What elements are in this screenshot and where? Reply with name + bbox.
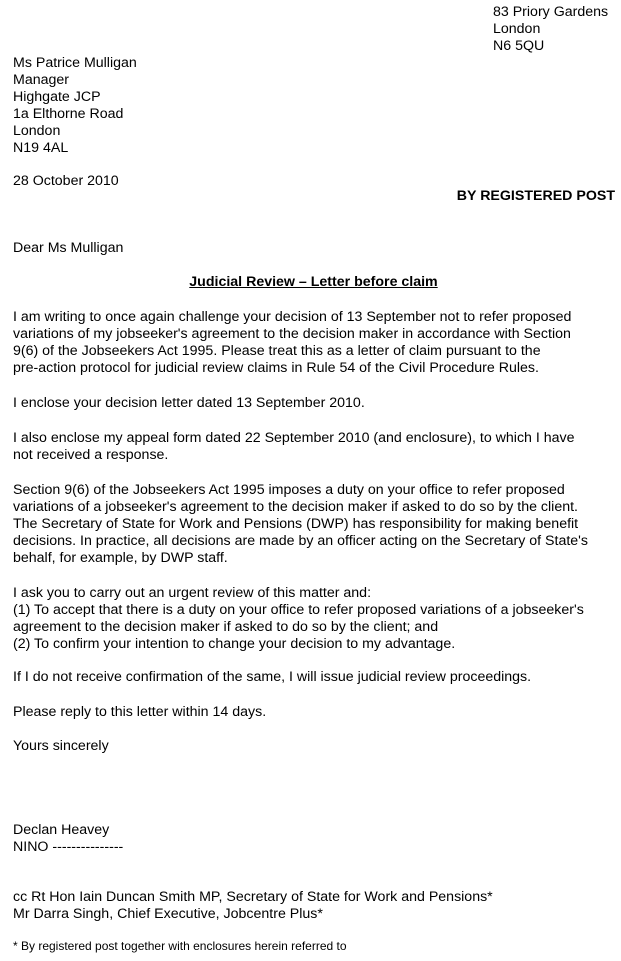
sender-address-line: London bbox=[493, 21, 541, 37]
footnote: * By registered post together with enclosures herein referred to bbox=[13, 939, 347, 953]
recipient-title: Manager bbox=[13, 72, 69, 88]
paragraph-line: pre-action protocol for judicial review claims in Rule 54 of the Civil Procedure Rules. bbox=[13, 360, 539, 376]
paragraph-line: I ask you to carry out an urgent review of this matter and: bbox=[13, 585, 372, 601]
signatory-nino: NINO --------------- bbox=[13, 839, 124, 855]
sender-address-line: N6 5QU bbox=[493, 38, 545, 54]
cc-recipient: Mr Darra Singh, Chief Executive, Jobcentre Plus* bbox=[13, 906, 323, 922]
paragraph-line: variations of a jobseeker's agreement to the decision maker if asked to do so by the client. bbox=[13, 499, 578, 515]
delivery-note: BY REGISTERED POST bbox=[456, 188, 615, 204]
sender-address-line: 83 Priory Gardens bbox=[493, 4, 609, 20]
recipient-address bbox=[13, 55, 137, 157]
recipient-office: Highgate JCP bbox=[13, 89, 101, 105]
salutation: Dear Ms Mulligan bbox=[13, 240, 124, 256]
paragraph-line: behalf, for example, by DWP staff. bbox=[13, 550, 228, 566]
paragraph-line: (1) To accept that there is a duty on your office to refer proposed variations of a jobseeker's bbox=[13, 602, 584, 618]
paragraph-requests bbox=[13, 585, 584, 653]
recipient-city: London bbox=[13, 123, 61, 139]
cc-recipient: cc Rt Hon Iain Duncan Smith MP, Secretary of State for Work and Pensions* bbox=[13, 889, 493, 905]
paragraph-line: (2) To confirm your intention to change your decision to my advantage. bbox=[13, 636, 456, 652]
paragraph-line: Please reply to this letter within 14 days. bbox=[13, 704, 267, 720]
paragraph-enclosure-decision bbox=[13, 395, 365, 412]
paragraph-line: not received a response. bbox=[13, 447, 169, 463]
paragraph-line: agreement to the decision maker if asked to do so by the client; and bbox=[13, 619, 439, 635]
sender-address bbox=[493, 4, 608, 55]
recipient-street: 1a Elthorne Road bbox=[13, 106, 124, 122]
paragraph-line: I also enclose my appeal form dated 22 September 2010 (and enclosure), to which I have bbox=[13, 430, 575, 446]
paragraph-line: The Secretary of State for Work and Pensions (DWP) has responsibility for making benefit bbox=[13, 516, 579, 532]
paragraph-line: I enclose your decision letter dated 13 September 2010. bbox=[13, 395, 365, 411]
recipient-postcode: N19 4AL bbox=[13, 140, 69, 156]
recipient-name: Ms Patrice Mulligan bbox=[13, 55, 137, 71]
paragraph-line: variations of my jobseeker's agreement to the decision maker in accordance with Section bbox=[13, 326, 571, 342]
signatory-name: Declan Heavey bbox=[13, 822, 110, 838]
paragraph-line: Section 9(6) of the Jobseekers Act 1995 imposes a duty on your office to refer proposed bbox=[13, 482, 565, 498]
paragraph-enclosure-appeal bbox=[13, 430, 575, 464]
closing: Yours sincerely bbox=[13, 738, 109, 754]
paragraph-reply-deadline bbox=[13, 704, 266, 721]
paragraph-line: decisions. In practice, all decisions are made by an officer acting on the Secretary of State's bbox=[13, 533, 588, 549]
letter-date: 28 October 2010 bbox=[13, 173, 119, 189]
paragraph-legal-duty bbox=[13, 482, 588, 567]
paragraph-challenge bbox=[13, 309, 571, 377]
paragraph-line: If I do not receive confirmation of the same, I will issue judicial review proceedings. bbox=[13, 669, 532, 685]
paragraph-line: I am writing to once again challenge your decision of 13 September not to refer proposed bbox=[13, 309, 572, 325]
signature-block bbox=[13, 822, 123, 856]
paragraph-line: 9(6) of the Jobseekers Act 1995. Please treat this as a letter of claim pursuant to the bbox=[13, 343, 541, 359]
cc-list bbox=[13, 889, 493, 923]
paragraph-proceedings bbox=[13, 669, 531, 686]
letter-subject: Judicial Review – Letter before claim bbox=[189, 274, 438, 290]
